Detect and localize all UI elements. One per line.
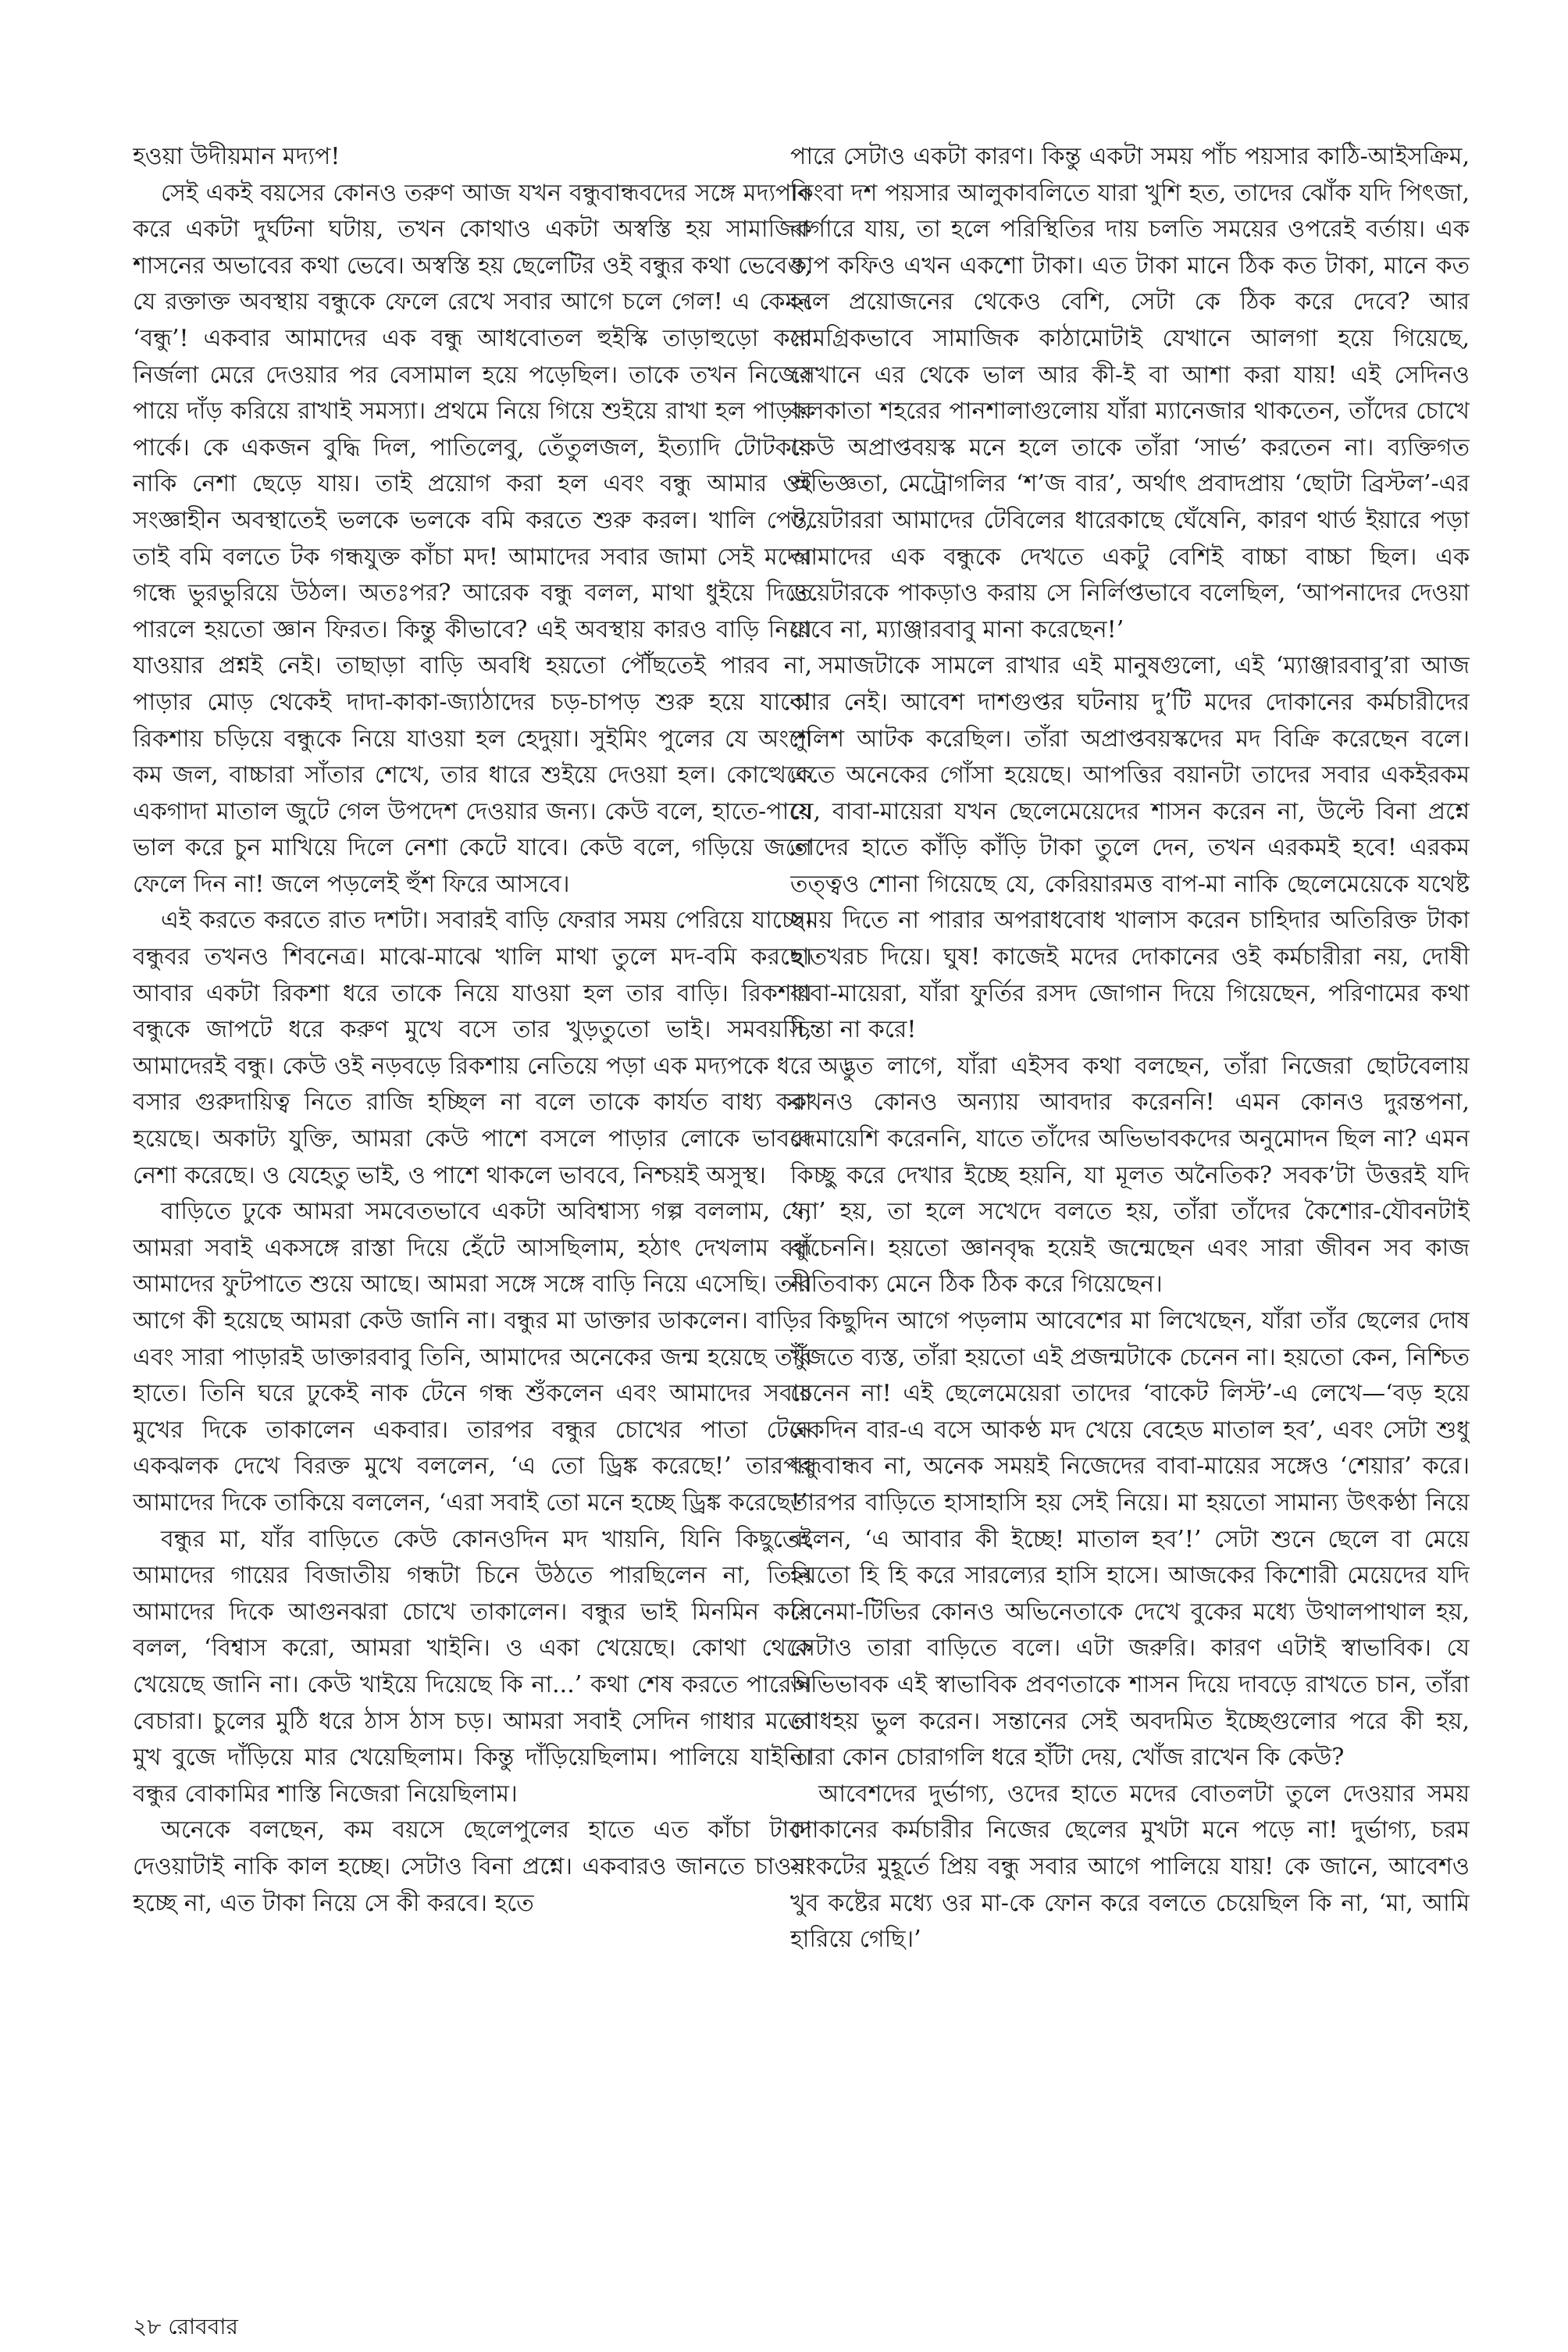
paragraph: কিছুদিন আগে পড়লাম আবেশের মা লিখেছেন, যাঁরা তাঁর ছেলের দোষ খুঁজতে ব্যস্ত, তাঁরা হয়তো এই প্রজন্মটাকে চেনেন না। হয়তো কেন, নিশ্চিত চেনেন না! এই ছেলেমেয়েরা তাদের ‘বাকেট লিস্ট’-এ লেখে—‘বড় হয়ে একদিন বার-এ বসে আকণ্ঠ মদ খেয়ে বেহেড মাতাল হব’, এবং সেটা শুধু বন্ধুবান্ধব না, অনেক সময়ই নিজেদের বাবা-মায়ের সঙ্গেও ‘শেয়ার’ করে। তারপর বাড়িতে হাসাহাসি হয় সেই নিয়ে। মা হয়তো সামান্য উৎকণ্ঠা নিয়ে বলেন, ‘এ আবার কী ইচ্ছে! মাতাল হব’!’ সেটা শুনে ছেলে বা মেয়ে হয়তো হি হি করে সারল্যের হাসি হাসে। আজকের কিশোরী মেয়েদের যদি সিনেমা-টিভির কোনও অভিনেতাকে দেখে বুকের মধ্যে উথালপাথাল হয়, সেটাও তারা বাড়িতে বলে। এটা জরুরি। কারণ এটাই স্বাভাবিক। যে অভিভাবক এই স্বাভাবিক প্রবণতাকে শাসন দিয়ে দাবড়ে রাখতে চান, তাঁরা বোধহয় ভুল করেন। সন্তানের সেই অবদমিত ইচ্ছেগুলোর পরে কী হয়, তারা কোন চোরাগলি ধরে হাঁটা দেয়, খোঁজ রাখেন কি কেউ? — [790, 1307, 1470, 1772]
page-number: ২৮ — [133, 2314, 162, 2340]
paragraph: সমাজটাকে সামলে রাখার এই মানুষগুলো, এই ‘ম্যাঞ্জারবাবু’রা আজ আর নেই। আবেশ দাশগুপ্তর ঘটনায় দু’টি মদের দোকানের কর্মচারীদের পুলিশ আটক করেছিল। তাঁরা অপ্রাপ্তবয়স্কদের মদ বিক্রি করেছেন বলে। এতে অনেকের গোঁসা হয়েছে। আপত্তির বয়ানটা তাদের সবার একইরকম যে, বাবা-মায়েরা যখন ছেলেমেয়েদের শাসন করেন না, উল্টে বিনা প্রশ্নে তাদের হাতে কাঁড়ি কাঁড়ি টাকা তুলে দেন, তখন এরকমই হবে! এরকম তত্ত্বও শোনা গিয়েছে যে, কেরিয়ারমত্ত বাপ-মা নাকি ছেলেমেয়েকে যথেষ্ট সময় দিতে না পারার অপরাধবোধ খালাস করেন চাহিদার অতিরিক্ত টাকা হাতখরচ দিয়ে। ঘুষ! কাজেই মদের দোকানের ওই কর্মচারীরা নয়, দোষী বাবা-মায়েরা, যাঁরা ফুর্তির রসদ জোগান দিয়ে গিয়েছেন, পরিণামের কথা চিন্তা না করে! — [790, 652, 1470, 1044]
paragraph: এই করতে করতে রাত দশটা। সবারই বাড়ি ফেরার সময় পেরিয়ে যাচ্ছে। বন্ধুবর তখনও শিবনেত্র। মাঝে-মাঝে খালি মাথা তুলে মদ-বমি করছে। আবার একটা রিকশা ধরে তাকে নিয়ে যাওয়া হল তার বাড়ি। রিকশায় বন্ধুকে জাপটে ধরে করুণ মুখে বসে তার খুড়তুতো ভাই। সমবয়সি, আমাদেরই বন্ধু। কেউ ওই নড়বড়ে রিকশায় নেতিয়ে পড়া এক মদ্যপকে ধরে বসার গুরুদায়িত্ব নিতে রাজি হচ্ছিল না বলে তাকে কার্যত বাধ্য করা হয়েছে। অকাট্য যুক্তি, আমরা কেউ পাশে বসলে পাড়ার লোকে ভাববে নেশা করেছে। ও যেহেতু ভাই, ও পাশে থাকলে ভাববে, নিশ্চয়ই অসুস্থ। — [133, 907, 812, 1189]
left-column — [133, 139, 812, 2302]
paragraph: পারে সেটাও একটা কারণ। কিন্তু একটা সময় পাঁচ পয়সার কাঠি-আইসক্রিম, কিংবা দশ পয়সার আলুকাবলিতে যারা খুশি হত, তাদের ঝোঁক যদি পিৎজা, বার্গারে যায়, তা হলে পরিস্থিতির দায় চলতি সময়ের ওপরেই বর্তায়। এক কাপ কফিও এখন একশো টাকা। এত টাকা মানে ঠিক কত টাকা, মানে কত হলে প্রয়োজনের থেকেও বেশি, সেটা কে ঠিক করে দেবে? আর সামগ্রিকভাবে সামাজিক কাঠামোটাই যেখানে আলগা হয়ে গিয়েছে, সেখানে এর থেকে ভাল আর কী-ই বা আশা করা যায়! এই সেদিনও কলকাতা শহরের পানশালাগুলোয় যাঁরা ম্যানেজার থাকতেন, তাঁদের চোখে কেউ অপ্রাপ্তবয়স্ক মনে হলে তাকে তাঁরা ‘সার্ভ’ করতেন না। ব্যক্তিগত অভিজ্ঞতা, মেট্রোগলির ‘শ’জ বার’, অর্থাৎ প্রবাদপ্রায় ‘ছোটা ব্রিস্টল’-এর ওয়েটাররা আমাদের টেবিলের ধারেকাছে ঘেঁষেনি, কারণ থার্ড ইয়ারে পড়া আমাদের এক বন্ধুকে দেখতে একটু বেশিই বাচ্চা বাচ্চা ছিল। এক ওয়েটারকে পাকড়াও করায় সে নির্লিপ্তভাবে বলেছিল, ‘আপনাদের দেওয়া যাবে না, ম্যাঞ্জারবাবু মানা করেছেন!’ — [790, 143, 1470, 643]
page-footer — [133, 2313, 238, 2341]
right-column — [790, 139, 1470, 2302]
paragraph: বন্ধুর মা, যাঁর বাড়িতে কেউ কোনওদিন মদ খায়নি, যিনি কিছুতেই আমাদের গায়ের বিজাতীয় গন্ধটা চিনে উঠতে পারছিলেন না, তিনি আমাদের দিকে আগুনঝরা চোখে তাকালেন। বন্ধুর ভাই মিনমিন করে বলল, ‘বিশ্বাস করো, আমরা খাইনি। ও একা খেয়েছে। কোথা থেকে খেয়েছে জানি না। কেউ খাইয়ে দিয়েছে কি না...’ কথা শেষ করতে পারেনি বেচারা। চুলের মুঠি ধরে ঠাস ঠাস চড়। আমরা সবাই সেদিন গাধার মতো মুখ বুজে দাঁড়িয়ে মার খেয়েছিলাম। কিন্তু দাঁড়িয়েছিলাম। পালিয়ে যাইনি। বন্ধুর বোকামির শাস্তি নিজেরা নিয়েছিলাম। — [133, 1525, 812, 1808]
paragraph: বাড়িতে ঢুকে আমরা সমবেতভাবে একটা অবিশ্বাস্য গল্প বললাম, যে, আমরা সবাই একসঙ্গে রাস্তা দিয়ে হেঁটে আসছিলাম, হঠাৎ দেখলাম বন্ধু আমাদের ফুটপাতে শুয়ে আছে। আমরা সঙ্গে সঙ্গে বাড়ি নিয়ে এসেছি। তার আগে কী হয়েছে আমরা কেউ জানি না। বন্ধুর মা ডাক্তার ডাকলেন। বাড়ির এবং সারা পাড়ারই ডাক্তারবাবু তিনি, আমাদের অনেকের জন্ম হয়েছে তাঁর হাতে। তিনি ঘরে ঢুকেই নাক টেনে গন্ধ শুঁকলেন এবং আমাদের সবার মুখের দিকে তাকালেন একবার। তারপর বন্ধুর চোখের পাতা টেনে একঝলক দেখে বিরক্ত মুখে বললেন, ‘এ তো ড্রিঙ্ক করেছে!’ তারপর আমাদের দিকে তাকিয়ে বললেন, ‘এরা সবাই তো মনে হচ্ছে ড্রিঙ্ক করেছে!’ — [133, 1198, 812, 1516]
paragraph: অনেকে বলছেন, কম বয়সে ছেলেপুলের হাতে এত কাঁচা টাকা দেওয়াটাই নাকি কাল হচ্ছে। সেটাও বিনা প্রশ্নে। একবারও জানতে চাওয়া হচ্ছে না, এত টাকা নিয়ে সে কী করবে। হতে — [133, 1816, 812, 1917]
paragraph: হওয়া উদীয়মান মদ্যপ! — [133, 143, 340, 170]
paragraph: সেই একই বয়সের কোনও তরুণ আজ যখন বন্ধুবান্ধবদের সঙ্গে মদ্যপান করে একটা দুর্ঘটনা ঘটায়, তখন কোথাও একটা অস্বস্তি হয় সামাজিক শাসনের অভাবের কথা ভেবে। অস্বস্তি হয় ছেলেটির ওই বন্ধুর কথা ভেবেও, যে রক্তাক্ত অবস্থায় বন্ধুকে ফেলে রেখে সবার আগে চলে গেল! এ কেমন ‘বন্ধু’! একবার আমাদের এক বন্ধু আধবোতল হুইস্কি তাড়াহুড়ো করে নির্জলা মেরে দেওয়ার পর বেসামাল হয়ে পড়েছিল। তাকে তখন নিজের পায়ে দাঁড় করিয়ে রাখাই সমস্যা। প্রথমে নিয়ে গিয়ে শুইয়ে রাখা হল পাড়ার পার্কে। কে একজন বুদ্ধি দিল, পাতিলেবু, তেঁতুলজল, ইত্যাদি টোটকায় নাকি নেশা ছেড়ে যায়। তাই প্রয়োগ করা হল এবং বন্ধু আমার ওই সংজ্ঞাহীন অবস্থাতেই ভলকে ভলকে বমি করতে শুরু করল। খালি পেট, তাই বমি বলতে টক গন্ধযুক্ত কাঁচা মদ! আমাদের সবার জামা সেই মদের গন্ধে ভুরভুরিয়ে উঠল। অতঃপর? আরেক বন্ধু বলল, মাথা ধুইয়ে দিতে পারলে হয়তো জ্ঞান ফিরত। কিন্তু কীভাবে? এই অবস্থায় কারও বাড়ি নিয়ে যাওয়ার প্রশ্নই নেই। তাছাড়া বাড়ি অবধি হয়তো পৌঁছতেই পারব না, পাড়ার মোড় থেকেই দাদা-কাকা-জ্যাঠাদের চড়-চাপড় শুরু হয়ে যাবে! রিকশায় চড়িয়ে বন্ধুকে নিয়ে যাওয়া হল হেদুয়া। সুইমিং পুলের যে অংশে কম জল, বাচ্চারা সাঁতার শেখে, তার ধারে শুইয়ে দেওয়া হল। কোত্থেকে একগাদা মাতাল জুটে গেল উপদেশ দেওয়ার জন্য। কেউ বলে, হাতে-পায়ে ভাল করে চুন মাখিয়ে দিলে নেশা কেটে যাবে। কেউ বলে, গড়িয়ে জলে ফেলে দিন না! জলে পড়লেই হুঁশ ফিরে আসবে। — [133, 179, 812, 898]
paragraph: অদ্ভুত লাগে, যাঁরা এইসব কথা বলছেন, তাঁরা নিজেরা ছোটবেলায় কখনও কোনও অন্যায় আবদার করেননি! এমন কোনও দুরন্তপনা, বদমায়েশি করেননি, যাতে তাঁদের অভিভাবকদের অনুমোদন ছিল না? এমন কিচ্ছু করে দেখার ইচ্ছে হয়নি, যা মূলত অনৈতিক? সবক’টা উত্তরই যদি ‘না’ হয়, তা হলে সখেদে বলতে হয়, তাঁরা তাঁদের কৈশোর-যৌবনটাই বাঁচেননি। হয়তো জ্ঞানবৃদ্ধ হয়েই জন্মেছেন এবং সারা জীবন সব কাজ নীতিবাক্য মেনে ঠিক ঠিক করে গিয়েছেন। — [790, 1052, 1470, 1299]
magazine-name: রোববার — [168, 2314, 238, 2340]
paragraph: আবেশদের দুর্ভাগ্য, ওদের হাতে মদের বোতলটা তুলে দেওয়ার সময় দোকানের কর্মচারীর নিজের ছেলের মুখটা মনে পড়ে না! দুর্ভাগ্য, চরম সংকটের মুহূর্তে প্রিয় বন্ধু সবার আগে পালিয়ে যায়! কে জানে, আবেশও খুব কষ্টের মধ্যে ওর মা-কে ফোন করে বলতে চেয়েছিল কি না, ‘মা, আমি হারিয়ে গেছি।’ — [790, 1780, 1470, 1954]
